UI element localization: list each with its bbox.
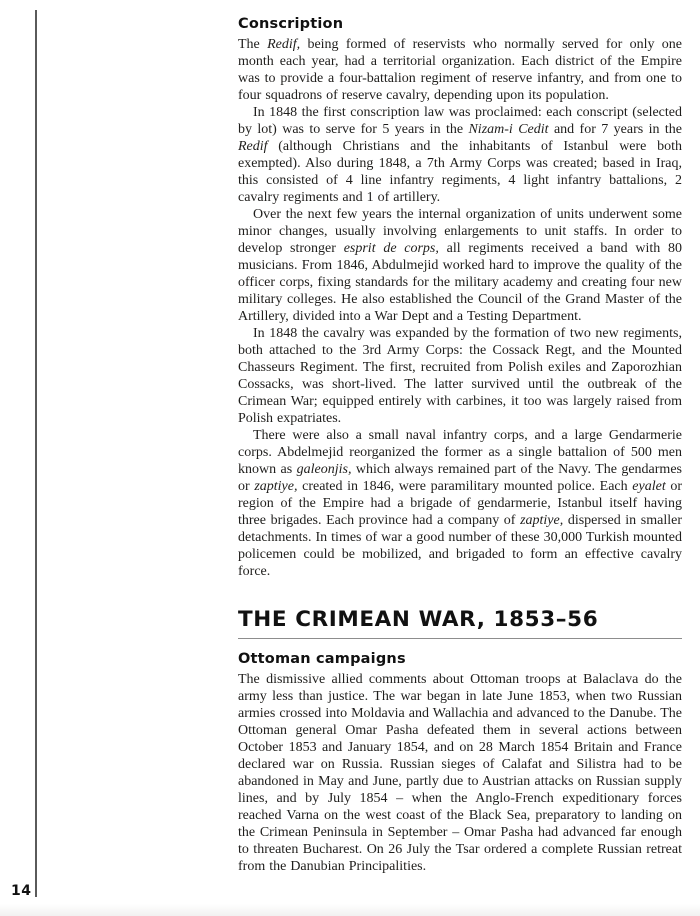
heading-divider [238,638,682,639]
italic-term: zaptiye, [520,513,564,528]
body-paragraph: The dismissive allied comments about Ottoman troops at Balaclava do the army less than justice. The war began in late June 1853, when two Russian armies crossed into Moldavia and Wallachia and advanced to the Danube. The Ottoman general Omar Pasha defeated them in several actions between October 1853 and January 1854, and on 28 March 1854 Britain and France declared war on Russia. Russian sieges of Calafat and Silistra had to be abandoned in May and June, partly due to Austrian attacks on Russian supply lines, and by July 1854 – when the Anglo-French expeditionary forces reached Varna on the west coast of the Black Sea, preparatory to landing on the Crimean Peninsula in September – Omar Pasha had advanced far enough to threaten Bucharest. On 26 July the Tsar ordered a complete Russian retreat from the Danubian Principalities. [238,672,682,874]
body-paragraph: Over the next few years the internal organization of units underwent some minor changes, usually involving enlargements to unit staffs. In order to develop stronger esprit de corps, all regiments received a band with 80 musicians. From 1846, Abdulmejid worked hard to improve the quality of the officer corps, fixing standards for the military academy and creating four new military colleges. He also established the Council of the Grand Master of the Artillery, divided into a War Dept and a Testing Department. [238,207,682,324]
text-column [238,0,682,875]
page-number: 14 [11,883,32,899]
italic-term: galeonjis, [296,462,352,477]
italic-term: Redif, [267,37,301,52]
left-margin-rule [35,10,37,897]
body-paragraph: In 1848 the cavalry was expanded by the formation of two new regiments, both attached to the 3rd Army Corps: the Cossack Regt, and the Mounted Chasseurs Regiment. The first, recruited from Polish exiles and Zaporozhian Cossacks, was short-lived. The latter survived until the outbreak of the Crimean War; equipped entirely with carbines, it too was largely raised from Polish expatriates. [238,326,682,426]
section-subheading: Conscription [238,16,344,32]
italic-term: Nizam-i Cedit [468,122,549,137]
chapter-heading: THE CRIMEAN WAR, 1853–56 [238,607,599,632]
section-subheading: Ottoman campaigns [238,651,406,667]
body-paragraph: The Redif, being formed of reservists who normally served for only one month each year, had a territorial organization. Each district of the Empire was to provide a four-battalion regiment of reserve infantry, and from one to four squadrons of reserve cavalry, depending upon its population. [238,37,682,103]
scan-edge-shading [0,904,700,916]
body-paragraph: In 1848 the first conscription law was proclaimed: each conscript (selected by lot) was to serve for 5 years in the Nizam-i Cedit and for 7 years in the Redif (although Christians and the inhabitants of Istanbul were both exempted). Also during 1848, a 7th Army Corps was created; based in Iraq, this consisted of 4 line infantry regiments, 4 light infantry battalions, 2 cavalry regiments and 1 of artillery. [238,105,682,205]
body-paragraph: There were also a small naval infantry corps, and a large Gendarmerie corps. Abdelmejid reorganized the former as a single battalion of 500 men known as galeonjis, which always remained part of the Navy. The gendarmes or zaptiye, created in 1846, were paramilitary mounted police. Each eyalet or region of the Empire had a brigade of gendarmerie, Istanbul itself having three brigades. Each province had a company of zaptiye, dispersed in smaller detachments. In times of war a good number of these 30,000 Turkish mounted policemen could be mobilized, and brigaded to form an effective cavalry force. [238,428,683,579]
italic-term: eyalet [632,479,666,494]
italic-term: zaptiye, [254,479,298,494]
italic-term: esprit de corps, [343,241,439,256]
italic-term: Redif [238,139,268,154]
